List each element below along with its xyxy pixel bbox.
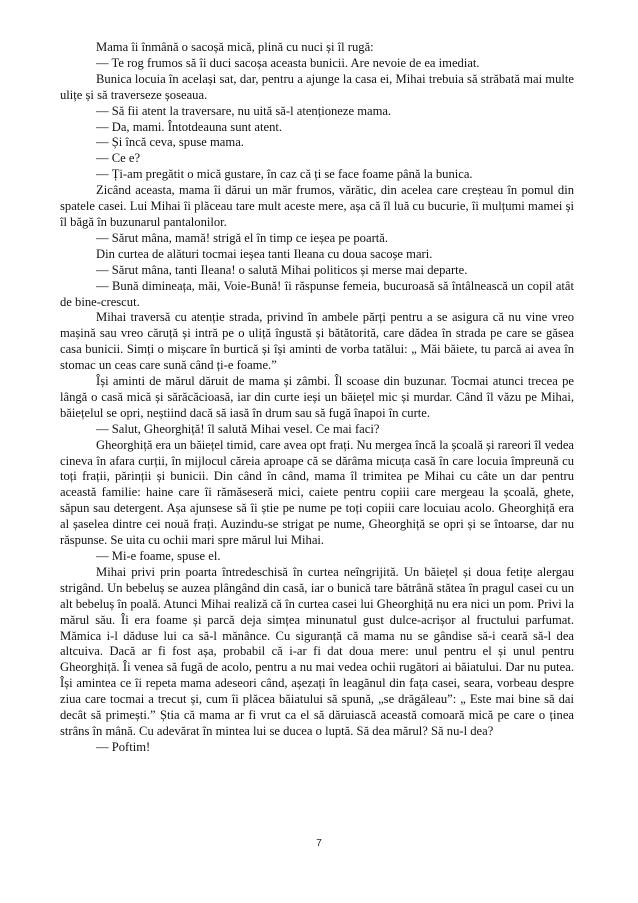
paragraph: — Da, mami. Întotdeauna sunt atent. xyxy=(96,119,283,134)
document-page xyxy=(60,40,574,756)
paragraph: Își aminti de mărul dăruit de mama și zâmbi. Îl scoase din buzunar. Tocmai atunci trecea pe lângă o casă mică și sărăcăcioasă, iar din curte ieși un băiețel mic și murdar. Când îl văzu pe Mihai, băiețelul se opri, neștiind dacă să iasă în drum sau să fugă înapoi în curte. xyxy=(60,374,574,420)
paragraph: Mihai traversă cu atenție strada, privind în ambele părți pentru a se asigura că nu vine vreo mașină sau vreo căruță și intră pe o uliță îngustă și bătătorită, care dădea în strada pe care se găsea casa bunicii. Simți o mișcare în burtică și își aminti de vorba tatălui: „ Măi băiete, tu parcă ai avea în stomac un ceas care sună când ți-e foame.” xyxy=(60,310,574,373)
paragraph: — Ți-am pregătit o mică gustare, în caz că ți se face foame până la bunica. xyxy=(96,167,473,182)
paragraph: Mihai privi prin poarta întredeschisă în curtea neîngrijită. Un băiețel și doua fetițe alergau strigând. Un bebeluș se auzea plângând din casă, iar o bunică tare bătrână stătea în pragul casei cu un alt bebeluș în poală. Atunci Mihai realiză că în curtea casei lui Gheorghiță nu era nici un pom. Privi la mărul său. Îi era foame și parcă deja simțea minunatul gust dulce-acrișor al fructului parfumat. Mămica i-l dăduse lui ca să-l mănânce. Cu siguranță că mama nu se gândise să-i ceară să-l dea altcuiva. Dacă ar fi fost așa, probabil că i-ar fi dat doua mere: unul pentru el și unul pentru Gheorghiță. Îi venea să fugă de acolo, pentru a nu mai vedea ochii rugători ai băiatului. Dar nu putea. Își amintea ce îi repeta mama adeseori când, așezați în leagănul din fața casei, seara, vorbeau despre ziua care tocmai a trecut și, cum îi plăcea băiatului să spună, „se drăgăleau”: „ Este mai bine să dai decât să primești.” Știa că mama ar fi vrut ca el să dăruiască această comoară mică pe care o ținea strâns în mână. Cu adevărat în mintea lui se ducea o luptă. Să dea mărul? Să nu-l dea? xyxy=(60,564,574,738)
paragraph: Bunica locuia în același sat, dar, pentru a ajunge la casa ei, Mihai trebuia să străbată mai multe ulițe și să traverseze șoseaua. xyxy=(60,71,574,102)
paragraph: — Și încă ceva, spuse mama. xyxy=(96,135,244,150)
paragraph: Gheorghiță era un băiețel timid, care avea opt frați. Nu mergea încă la școală și rareori îl vedea cineva în afara curții, în mijlocul căreia aproape că se dărâma micuța casă în care locuia împreună cu toți frații, părinții și bunicii. Din când în când, mama îl trimitea pe Mihai cu câte un dar pentru această familie: haine care îi rămăseseră mici, caiete pentru copiii care mergeau la școală, ghete, săpun sau detergent. Așa ajunsese să îi știe pe nume pe toți copiii care locuiau acolo. Gheorghiță era al șaselea dintre cei nouă frați. Auzindu-se strigat pe nume, Gheorghiță se opri și se întoarse, dar nu răspunse. Se uita cu ochii mari spre mărul lui Mihai. xyxy=(60,437,574,548)
page-number: 7 xyxy=(316,838,322,849)
paragraph: Din curtea de alături tocmai ieșea tanti Ileana cu doua sacoșe mari. xyxy=(96,246,433,261)
paragraph: — Să fii atent la traversare, nu uită să-l atenționeze mama. xyxy=(96,103,392,118)
paragraph: — Poftim! xyxy=(96,739,151,754)
paragraph: — Mi-e foame, spuse el. xyxy=(96,549,221,563)
paragraph: — Sărut mâna, tanti Ileana! o salută Mihai politicos și merse mai departe. xyxy=(96,262,468,277)
paragraph: — Ce e? xyxy=(96,151,141,166)
paragraph: Zicând aceasta, mama îi dărui un măr frumos, vărătic, din acelea care creșteau în pomul din spatele casei. Lui Mihai îi plăceau tare mult aceste mere, așa că îl luă cu bucurie, îi mulțumi mamei și îl băgă în buzunarul pantalonilor. xyxy=(60,183,574,229)
paragraph: — Te rog frumos să îi duci sacoșa aceasta bunicii. Are nevoie de ea imediat. xyxy=(96,55,480,70)
paragraph: — Salut, Gheorghiță! îl salută Mihai vesel. Ce mai faci? xyxy=(96,421,380,436)
paragraph: Mama îi înmână o sacoșă mică, plină cu nuci și îl rugă: xyxy=(96,40,374,54)
paragraph: — Sărut mâna, mamă! strigă el în timp ce ieșea pe poartă. xyxy=(96,230,388,245)
paragraph: — Bună dimineața, măi, Voie-Bună! îi răspunse femeia, bucuroasă să întâlnească un copil atât de bine-crescut. xyxy=(60,278,574,309)
